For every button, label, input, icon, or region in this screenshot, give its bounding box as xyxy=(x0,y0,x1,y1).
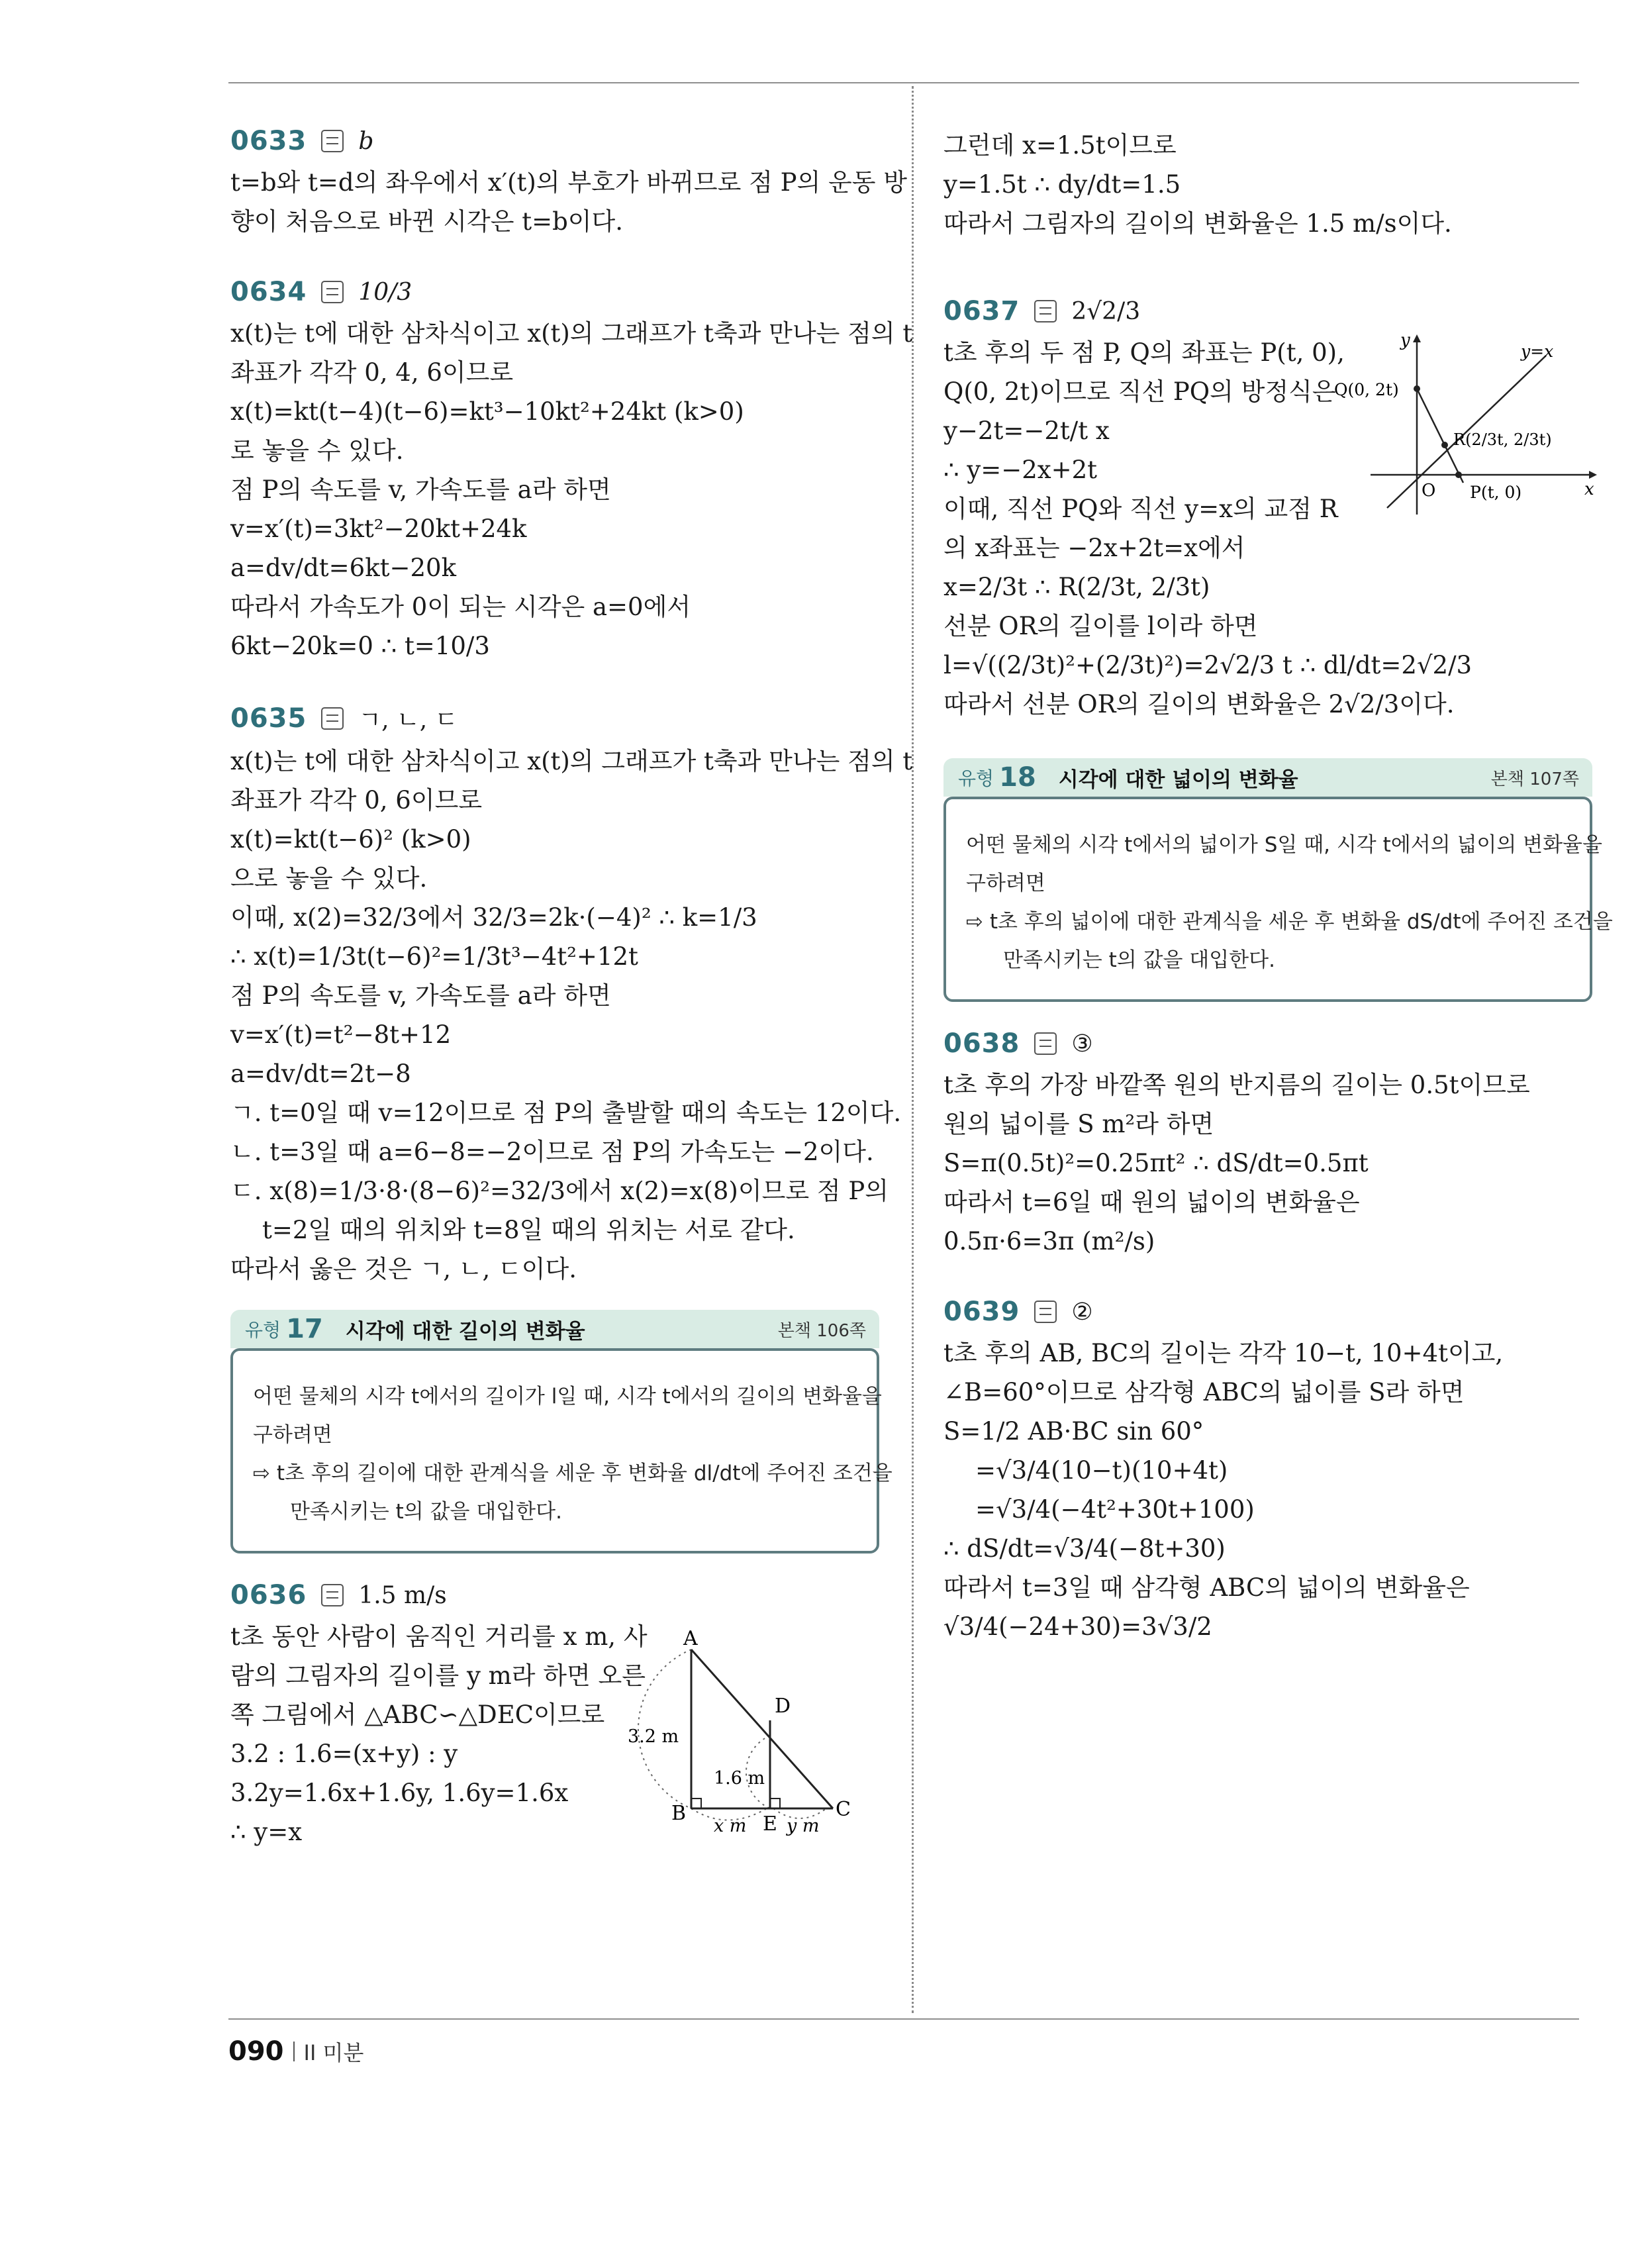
solution-line: √3/4(−24+30)=3√3/2 xyxy=(943,1612,1212,1641)
solution-line: 좌표가 각각 0, 4, 6이므로 xyxy=(230,358,514,387)
left-column xyxy=(230,126,913,1887)
label-d: D xyxy=(775,1695,791,1718)
answer-value: 1.5 m/s xyxy=(358,1581,447,1609)
type-title: 시각에 대한 넓이의 변화율 xyxy=(1058,767,1298,792)
section-title: II 미분 xyxy=(303,2040,364,2065)
problem-0636 xyxy=(230,1580,879,1851)
page-number: 090 xyxy=(228,2036,284,2067)
type-title: 시각에 대한 길이의 변화율 xyxy=(345,1319,585,1344)
solution-line: ∴ y=−2x+2t xyxy=(943,456,1098,484)
solution-line: 이때, x(2)=32/3에서 32/3=2k·(−4)² ∴ k=1/3 xyxy=(230,903,757,932)
box-line: 만족시키는 t의 값을 대입한다. xyxy=(1003,948,1275,972)
label-r: R(2/3t, 2/3t) xyxy=(1453,430,1552,449)
label-height-ab: 3.2 m xyxy=(628,1726,679,1747)
y-axis-arrow-icon xyxy=(1413,334,1421,342)
label-height-de: 1.6 m xyxy=(714,1768,765,1789)
solution-line: 0.5π·6=3π (m²/s) xyxy=(943,1227,1155,1256)
type-box-17 xyxy=(230,1314,893,1553)
solution-line: x(t)=kt(t−6)² (k>0) xyxy=(230,825,471,854)
box-line: ⇨ t초 후의 길이에 대한 관계식을 세운 후 변화율 dl/dt에 주어진 조건을 xyxy=(253,1461,893,1485)
solution-line: x(t)는 t에 대한 삼차식이고 x(t)의 그래프가 t축과 만나는 점의 t xyxy=(230,747,913,775)
point-p xyxy=(1455,471,1462,478)
box-line: 구하려면 xyxy=(253,1423,332,1447)
solution-line: 따라서 t=6일 때 원의 넓이의 변화율은 xyxy=(943,1188,1360,1216)
right-angle-mark xyxy=(770,1799,780,1808)
type-box-header xyxy=(230,1310,879,1348)
label-c: C xyxy=(836,1798,851,1821)
type-page-ref: 본책 107쪽 xyxy=(1490,769,1579,789)
solution-line: v=x′(t)=3kt²−20kt+24k xyxy=(230,515,527,543)
answer-value: ③ xyxy=(1071,1030,1093,1058)
answer-icon xyxy=(1034,1301,1057,1323)
answer-icon xyxy=(321,707,344,730)
solution-line: 쪽 그림에서 △ABC∽△DEC이므로 xyxy=(230,1701,605,1729)
solution-line: t초 동안 사람이 움직인 거리를 x m, 사 xyxy=(230,1622,648,1651)
type-page-ref: 본책 106쪽 xyxy=(777,1320,866,1341)
solution-line: t초 후의 AB, BC의 길이는 각각 10−t, 10+4t이고, xyxy=(943,1339,1504,1367)
solution-line: x=2/3t ∴ R(2/3t, 2/3t) xyxy=(943,573,1210,601)
type-box-18 xyxy=(943,762,1613,1002)
problem-number: 0638 xyxy=(943,1028,1020,1059)
solution-line: a=dv/dt=6kt−20k xyxy=(230,554,457,582)
label-origin: O xyxy=(1422,481,1436,501)
solution-line: ∠B=60°이므로 삼각형 ABC의 넓이를 S라 하면 xyxy=(943,1378,1465,1406)
problem-number: 0637 xyxy=(943,296,1020,326)
answer-value: ㄱ, ㄴ, ㄷ xyxy=(358,707,458,734)
box-line: 만족시키는 t의 값을 대입한다. xyxy=(290,1500,562,1524)
label-p: P(t, 0) xyxy=(1470,483,1522,502)
solution-line: x(t)는 t에 대한 삼차식이고 x(t)의 그래프가 t축과 만나는 점의 t xyxy=(230,319,913,348)
solution-line: ㄷ. x(8)=1/3·8·(8−6)²=32/3에서 x(2)=x(8)이므로 점 P의 xyxy=(230,1177,889,1205)
label-b: B xyxy=(671,1802,687,1825)
solution-line: 의 x좌표는 −2x+2t=x에서 xyxy=(943,534,1245,562)
answer-icon xyxy=(1034,300,1057,322)
type-box-header xyxy=(943,758,1592,797)
solution-line: 3.2 : 1.6=(x+y) : y xyxy=(230,1740,458,1768)
answer-icon xyxy=(321,130,344,152)
box-line: 어떤 물체의 시각 t에서의 길이가 l일 때, 시각 t에서의 길이의 변화율을 xyxy=(253,1385,882,1408)
label-e: E xyxy=(763,1812,777,1836)
solution-line: =√3/4(−4t²+30t+100) xyxy=(975,1495,1255,1524)
solution-line: l=√((2/3t)²+(2/3t)²)=2√2/3 t ∴ dl/dt=2√2/3 xyxy=(943,651,1473,679)
problem-0637 xyxy=(943,296,1592,724)
solution-line: y−2t=−2t/t x xyxy=(943,417,1110,445)
answer-value: ② xyxy=(1071,1298,1093,1326)
solution-line: ∴ y=x xyxy=(230,1818,303,1846)
coordinate-graph-figure xyxy=(1334,329,1599,521)
solution-line: 따라서 선분 OR의 길이의 변화율은 2√2/3이다. xyxy=(943,690,1455,718)
problem-number: 0633 xyxy=(230,126,307,156)
similar-triangle-figure xyxy=(628,1620,866,1836)
point-q xyxy=(1414,385,1420,392)
solution-line: 향이 처음으로 바뀐 시각은 t=b이다. xyxy=(230,207,624,236)
type-number: 18 xyxy=(999,762,1036,793)
column-divider xyxy=(912,86,914,2013)
solution-line: =√3/4(10−t)(10+4t) xyxy=(975,1456,1228,1485)
solution-line: t초 후의 두 점 P, Q의 좌표는 P(t, 0), xyxy=(943,338,1345,367)
point-r xyxy=(1441,442,1448,448)
solution-line: y=1.5t ∴ dy/dt=1.5 xyxy=(943,170,1181,199)
solution-line: 선분 OR의 길이를 l이라 하면 xyxy=(943,612,1258,640)
solution-line: 좌표가 각각 0, 6이므로 xyxy=(230,786,483,814)
type-label: 유형 xyxy=(958,767,994,789)
solution-line: Q(0, 2t)이므로 직선 PQ의 방정식은 xyxy=(943,377,1336,406)
solution-line: 따라서 그림자의 길이의 변화율은 1.5 m/s이다. xyxy=(943,209,1452,238)
page-footer xyxy=(228,2036,363,2067)
solution-line: 점 P의 속도를 v, 가속도를 a라 하면 xyxy=(230,981,611,1010)
box-line: 구하려면 xyxy=(966,871,1045,895)
solution-line: 따라서 가속도가 0이 되는 시각은 a=0에서 xyxy=(230,593,691,621)
problem-0635 xyxy=(230,701,913,1289)
solution-line: 그런데 x=1.5t이므로 xyxy=(943,131,1177,160)
solution-line: 람의 그림자의 길이를 y m라 하면 오른 xyxy=(230,1661,646,1690)
box-line: ⇨ t초 후의 넓이에 대한 관계식을 세운 후 변화율 dS/dt에 주어진 조건을 xyxy=(966,910,1613,934)
solution-line: x(t)=kt(t−4)(t−6)=kt³−10kt²+24kt (k>0) xyxy=(230,397,744,426)
solution-line: t초 후의 가장 바깥쪽 원의 반지름의 길이는 0.5t이므로 xyxy=(943,1071,1530,1099)
solution-line: ∴ x(t)=1/3t(t−6)²=1/3t³−4t²+12t xyxy=(230,942,638,971)
right-angle-mark xyxy=(691,1799,701,1808)
label-y-axis: y xyxy=(1400,330,1410,350)
label-x-axis: x xyxy=(1584,479,1594,499)
top-rule xyxy=(228,82,1579,83)
answer-value: 10/3 xyxy=(358,278,412,306)
problem-0638 xyxy=(943,1028,1592,1261)
solution-line: S=π(0.5t)²=0.25πt² ∴ dS/dt=0.5πt xyxy=(943,1149,1369,1177)
answer-value: b xyxy=(358,127,374,155)
solution-line: ∴ dS/dt=√3/4(−8t+30) xyxy=(943,1534,1226,1563)
problem-number: 0636 xyxy=(230,1580,307,1610)
solution-line: 점 P의 속도를 v, 가속도를 a라 하면 xyxy=(230,475,611,504)
label-y-equals-x: y=x xyxy=(1521,342,1554,361)
solution-line: t=b와 t=d의 좌우에서 x′(t)의 부호가 바뀌므로 점 P의 운동 방 xyxy=(230,168,907,197)
solution-line: 으로 놓을 수 있다. xyxy=(230,864,428,893)
problem-0634 xyxy=(230,277,913,666)
footer-separator xyxy=(293,2042,295,2061)
label-x-distance: x m xyxy=(714,1816,747,1836)
problem-0639 xyxy=(943,1297,1592,1646)
label-q: Q(0, 2t) xyxy=(1334,380,1399,399)
answer-icon xyxy=(321,1584,344,1606)
bottom-rule xyxy=(228,2018,1579,2020)
right-column xyxy=(943,126,1613,1682)
answer-icon xyxy=(1034,1032,1057,1055)
answer-icon xyxy=(321,281,344,303)
solution-line: 원의 넓이를 S m²라 하면 xyxy=(943,1110,1214,1138)
problem-number: 0639 xyxy=(943,1297,1020,1327)
label-y-distance: y m xyxy=(787,1816,820,1836)
solution-line: 3.2y=1.6x+1.6y, 1.6y=1.6x xyxy=(230,1779,569,1807)
problem-0636-continued xyxy=(943,126,1592,243)
type-label: 유형 xyxy=(245,1319,281,1341)
box-line: 어떤 물체의 시각 t에서의 넓이가 S일 때, 시각 t에서의 넓이의 변화율을 xyxy=(966,833,1602,857)
type-number: 17 xyxy=(286,1314,323,1344)
solution-line: a=dv/dt=2t−8 xyxy=(230,1060,411,1088)
problem-0633 xyxy=(230,126,907,241)
answer-value: 2√2/3 xyxy=(1071,297,1141,325)
solution-line: 따라서 t=3일 때 삼각형 ABC의 넓이의 변화율은 xyxy=(943,1573,1470,1602)
problem-number: 0634 xyxy=(230,277,307,307)
solution-line: 6kt−20k=0 ∴ t=10/3 xyxy=(230,632,490,660)
solution-line: 로 놓을 수 있다. xyxy=(230,436,404,465)
solution-line: 이때, 직선 PQ와 직선 y=x의 교점 R xyxy=(943,495,1338,523)
solution-line: 따라서 옳은 것은 ㄱ, ㄴ, ㄷ이다. xyxy=(230,1255,577,1283)
solution-line: S=1/2 AB·BC sin 60° xyxy=(943,1417,1204,1446)
solution-line: ㄴ. t=3일 때 a=6−8=−2이므로 점 P의 가속도는 −2이다. xyxy=(230,1138,874,1166)
solution-line: ㄱ. t=0일 때 v=12이므로 점 P의 출발할 때의 속도는 12이다. xyxy=(230,1099,902,1127)
problem-number: 0635 xyxy=(230,703,307,734)
solution-line: v=x′(t)=t²−8t+12 xyxy=(230,1020,452,1049)
solution-line: t=2일 때의 위치와 t=8일 때의 위치는 서로 같다. xyxy=(262,1216,795,1244)
x-axis-arrow-icon xyxy=(1589,471,1597,479)
label-a: A xyxy=(683,1627,698,1650)
